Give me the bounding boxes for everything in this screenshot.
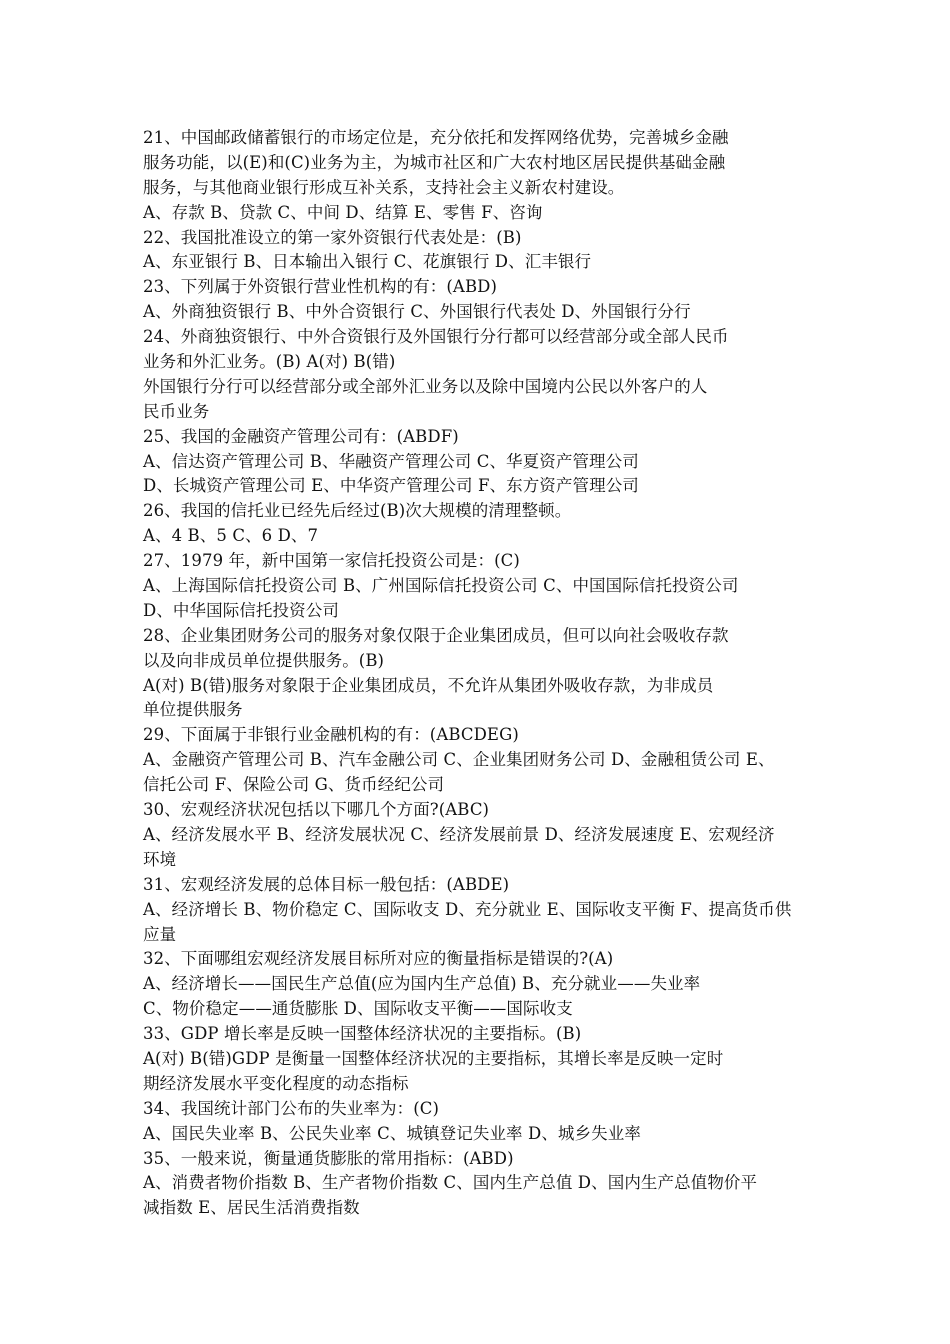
text-line: D、长城资产管理公司 E、中华资产管理公司 F、东方资产管理公司 — [143, 476, 639, 496]
text-line: 25、我国的金融资产管理公司有：(ABDF) — [143, 426, 459, 446]
text-line: 信托公司 F、保险公司 G、货币经纪公司 — [143, 775, 445, 795]
text-line: 33、GDP 增长率是反映一国整体经济状况的主要指标。(B) — [143, 1024, 582, 1044]
text-line: 民币业务 — [143, 401, 210, 421]
text-line: A、经济增长 B、物价稳定 C、国际收支 D、充分就业 E、国际收支平衡 F、提高货币供 — [143, 899, 792, 919]
text-line: A、金融资产管理公司 B、汽车金融公司 C、企业集团财务公司 D、金融租赁公司 E、 — [143, 750, 775, 770]
text-line: A(对) B(错)GDP 是衡量一国整体经济状况的主要指标，其增长率是反映一定时 — [143, 1048, 724, 1068]
text-line: A、上海国际信托投资公司 B、广州国际信托投资公司 C、中国国际信托投资公司 — [143, 576, 739, 596]
text-line: A、消费者物价指数 B、生产者物价指数 C、国内生产总值 D、国内生产总值物价平 — [143, 1173, 758, 1193]
text-line: 期经济发展水平变化程度的动态指标 — [143, 1073, 409, 1093]
text-line: 单位提供服务 — [143, 700, 243, 720]
text-line: A、信达资产管理公司 B、华融资产管理公司 C、华夏资产管理公司 — [143, 451, 639, 471]
text-line: A、4 B、5 C、6 D、7 — [143, 526, 319, 546]
text-line: 以及向非成员单位提供服务。(B) — [143, 650, 385, 670]
text-line: 35、一般来说，衡量通货膨胀的常用指标：(ABD) — [143, 1148, 514, 1168]
text-line: A、国民失业率 B、公民失业率 C、城镇登记失业率 D、城乡失业率 — [143, 1123, 641, 1143]
text-line: 环境 — [143, 849, 177, 869]
text-line: A、经济发展水平 B、经济发展状况 C、经济发展前景 D、经济发展速度 E、宏观经济 — [143, 824, 775, 844]
text-line: 34、我国统计部门公布的失业率为：(C) — [143, 1098, 439, 1118]
text-line: 24、外商独资银行、中外合资银行及外国银行分行都可以经营部分或全部人民币 — [143, 327, 729, 347]
text-line: 26、我国的信托业已经先后经过(B)次大规模的清理整顿。 — [143, 501, 572, 521]
text-line: A、存款 B、贷款 C、中间 D、结算 E、零售 F、咨询 — [143, 202, 543, 222]
text-line: A、东亚银行 B、日本输出入银行 C、花旗银行 D、汇丰银行 — [143, 252, 592, 272]
text-line: 业务和外汇业务。(B) A(对) B(错) — [143, 352, 396, 372]
text-line: 服务功能，以(E)和(C)业务为主，为城市社区和广大农村地区居民提供基础金融 — [143, 152, 726, 172]
text-line: 22、我国批准设立的第一家外资银行代表处是：(B) — [143, 227, 522, 247]
text-line: 30、宏观经济状况包括以下哪几个方面?(ABC) — [143, 800, 490, 820]
text-line: 应量 — [143, 924, 177, 944]
text-line: 32、下面哪组宏观经济发展目标所对应的衡量指标是错误的?(A) — [143, 949, 614, 969]
text-line: C、物价稳定——通货膨胀 D、国际收支平衡——国际收支 — [143, 999, 573, 1019]
text-line: A(对) B(错)服务对象限于企业集团成员，不允许从集团外吸收存款，为非成员 — [143, 675, 714, 695]
document-body — [143, 126, 813, 1221]
text-line: 减指数 E、居民生活消费指数 — [143, 1198, 360, 1218]
text-line: 28、企业集团财务公司的服务对象仅限于企业集团成员，但可以向社会吸收存款 — [143, 625, 729, 645]
text-line: A、经济增长——国民生产总值(应为国内生产总值) B、充分就业——失业率 — [143, 974, 701, 994]
text-line: A、外商独资银行 B、中外合资银行 C、外国银行代表处 D、外国银行分行 — [143, 302, 691, 322]
text-line: 27、1979 年，新中国第一家信托投资公司是：(C) — [143, 551, 520, 571]
text-line: 23、下列属于外资银行营业性机构的有：(ABD) — [143, 277, 498, 297]
text-line: 21、中国邮政储蓄银行的市场定位是，充分依托和发挥网络优势，完善城乡金融 — [143, 128, 729, 147]
text-line: D、中华国际信托投资公司 — [143, 600, 339, 620]
text-line: 31、宏观经济发展的总体目标一般包括：(ABDE) — [143, 874, 510, 894]
text-line: 外国银行分行可以经营部分或全部外汇业务以及除中国境内公民以外客户的人 — [143, 376, 708, 396]
text-line: 29、下面属于非银行业金融机构的有：(ABCDEG) — [143, 725, 519, 745]
text-line: 服务，与其他商业银行形成互补关系，支持社会主义新农村建设。 — [143, 177, 625, 197]
